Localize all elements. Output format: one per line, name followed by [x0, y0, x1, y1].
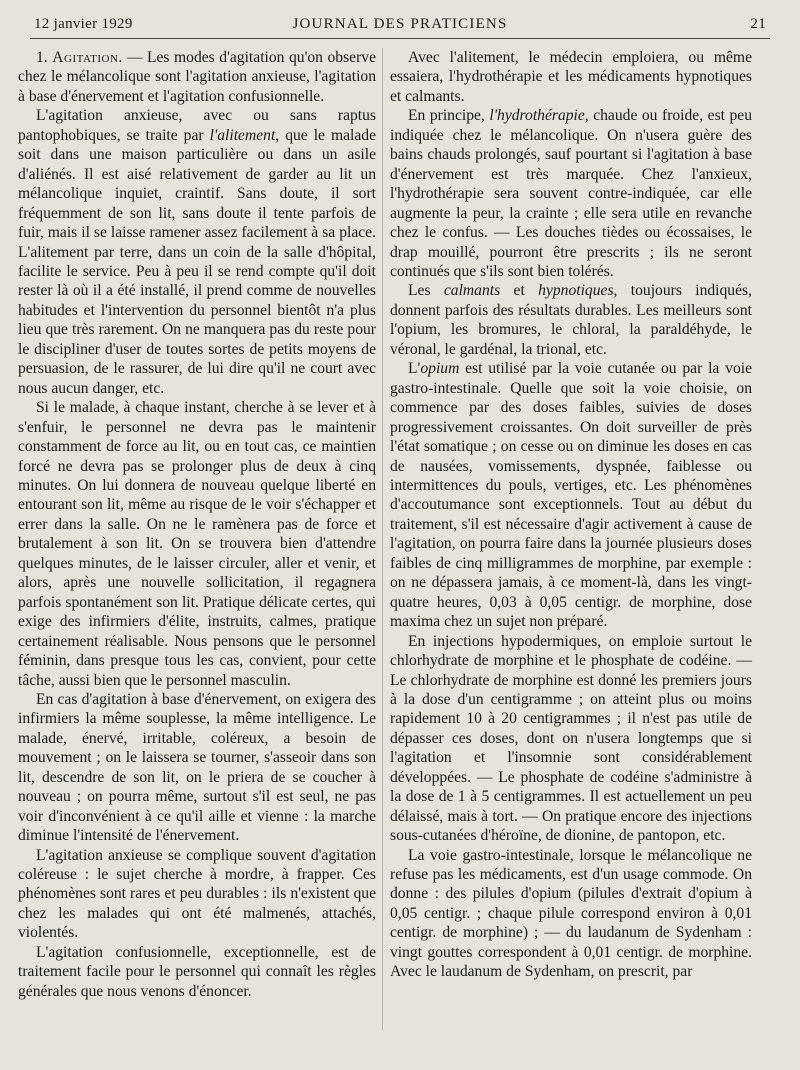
left-column — [18, 48, 376, 1001]
section-number: 1. — [36, 49, 53, 66]
paragraph: L'agitation anxieuse se complique souvent d'agitation coléreuse : le sujet cherche à mordre, à frapper. Ces phénomènes sont rares et peu durables : ils n'existent que chez les malades qui ont été malmenés, attachés, violentés. — [18, 846, 376, 942]
emphasis: calmants — [443, 282, 501, 300]
paragraph: La voie gastro-intestinale, lorsque le mélancolique ne refuse pas les médicaments, est d'un usage commode. On donne : des pilules d'opium (pilules d'extrait d'opium à 0,05 centigr. ; chaque pilule correspond environ à 0,01 centigr. de morphine) ; — du laudanum de Sydenham : vingt gouttes correspondent à 0,01 centigr. de morphine. Avec le laudanum de Sydenham, on prescrit, par — [390, 846, 752, 981]
column-divider — [382, 48, 383, 1030]
emphasis: l'hydrothérapie — [489, 107, 585, 125]
emphasis: l'alitement — [209, 126, 276, 144]
emphasis: hypnotiques — [538, 282, 614, 300]
section-heading: Agitation — [52, 49, 119, 66]
paragraph — [390, 281, 752, 359]
paragraph: L'agitation confusionnelle, exceptionnelle, est de traitement facile pour le personnel qui connaît les règles générales que nous venons d'énoncer. — [18, 943, 376, 1000]
paragraph: En injections hypodermiques, on emploie surtout le chlorhydrate de morphine et le phosphate de codéine. — Le chlorhydrate de morphine est donné les premiers jours à la dose d'un centigramme ; on atteint plus ou moins rapidement 10 à 20 centigrammes ; il n'est pas utile de dépasser ces doses, dont on n'usera longtemps que si l'agitation et l'insomnie sont considérablement développées. — Le phosphate de codéine s'administre à la dose de 1 à 5 centigrammes. Il est actuellement un peu délaissé, mais à tort. — On pratique encore des injections sous-cutanées d'héroïne, de dionine, de pantopon, etc. — [390, 632, 752, 845]
emphasis: opium — [420, 360, 460, 378]
issue-date: 12 janvier 1929 — [34, 16, 133, 32]
paragraph: Si le malade, à chaque instant, cherche à se lever et à s'enfuir, le personnel ne devra pas le maintenir constamment de force au lit, ou en tout cas, ce maintien forcé ne devra pas se prolonger plus de deux à cinq minutes. On lui donnera de nouveau quelque liberté en entourant son lit, même au risque de le voir s'échapper et errer dans la salle. On ne le ramènera pas de force et brutalement à son lit. On se trouvera bien d'attendre quelques minutes, de le laisser circuler, aller et venir, et alors, après une nouvelle sollicitation, il regagnera parfois spontanément son lit. Pratique délicate certes, qui exige des infirmiers d'élite, instruits, calmes, pratique certainement réalisable. Nous pensons que le personnel féminin, dans presque tous les cas, convient, pour cette tâche, aussi bien que le personnel masculin. — [18, 399, 376, 689]
paragraph — [18, 48, 376, 106]
running-header — [34, 14, 766, 40]
paragraph-text: et — [500, 282, 539, 300]
paragraph — [390, 359, 752, 631]
page-number: 21 — [750, 16, 766, 32]
right-column — [390, 48, 752, 982]
paragraph: En cas d'agitation à base d'énervement, on exigera des infirmiers la même souplesse, la même intelligence. Le malade, énervé, irritable, coléreux, a besoin de mouvement ; on le laissera se tourner, s'asseoir dans son lit, descendre de son lit, on le priera de se coucher à nouveau ; on pourra même, surtout s'il est seul, ne pas voir d'inconvénient à ce qu'il aille et vienne : la marche diminue l'intensité de l'énervement. — [18, 690, 376, 845]
paragraph-text: . — Les modes d'agitation qu'on observe chez le mélancolique sont l'agitation anxieuse, l'agitation à base d'énervement et l'agitation confusionnelle. — [18, 49, 376, 105]
paragraph-text: L' — [408, 360, 421, 378]
header-rule — [30, 38, 770, 39]
paragraph-text: est utilisé par la voie cutanée ou par la voie gastro-intestinale. Quelle que soit la voie choisie, on commence par des doses faibles, suivies de doses progressivement croissantes. On doit surveiller de près l'état somatique ; on cesse ou on diminue les doses en cas de nausées, vomissements, dyspnée, faiblesse ou intermittences du pouls, vertiges, etc. Les phénomènes d'accoutumance sont exceptionnels. Tout au début du traitement, s'il est nécessaire d'agir activement à cause de l'agitation, on pourra faire dans la journée plusieurs doses faibles de cinq milligrammes de morphine, par exemple : on ne dépassera jamais, à ce moment-là, dans les vingt-quatre heures, 0,03 à 0,05 centigr. de morphine, dose maxima chez un sujet non préparé. — [390, 360, 752, 631]
paragraph-text: , que le malade soit dans une maison particulière ou dans un asile d'aliénés. Il est aisé relativement de garder au lit un mélancolique inquiet, craintif. Sans doute, il sort fréquemment de son lit, sans doute il tente parfois de fuir, mais il se laisse ramener assez facilement à sa place. L'alitement par terre, dans un coin de la salle d'hôpital, facilite le service. Peu à peu il se rend compte qu'il doit rester là où il a été installé, il prend comme de nouvelles habitudes et l'intervention du personnel bientôt n'a plus lieu que très rarement. On ne manquera pas du reste pour le discipliner d'user de toutes sortes de petits moyens de persuasion, de le rassurer, de lui dire qu'il ne court avec nous aucun danger, etc. — [18, 126, 376, 397]
journal-title: JOURNAL DES PRATICIENS — [292, 16, 508, 32]
paragraph — [18, 106, 376, 398]
paragraph-text: , toujours indiqués, donnent parfois des résultats durables. Les meilleurs sont l'opium, les bromures, le chloral, la paraldéhyde, le véronal, le gardénal, la trional, etc. — [390, 282, 752, 358]
paragraph-text: , chaude ou froide, est peu indiquée chez le mélancolique. On n'usera guère des bains chauds prolongés, sauf pourtant si l'agitation à base d'énervement est très marquée. Chez l'anxieux, l'hydrothérapie sera souvent contre-indiquée, car elle augmente la peur, la crainte ; elle sera utile en revanche chez le confus. — Les douches tièdes ou écossaises, le drap mouillé, pourront être prescrits ; ils ne seront continués que s'ils sont bien tolérés. — [390, 107, 753, 280]
paragraph-text: L'agitation anxieuse, avec ou sans raptus pantophobiques, se traite par — [18, 107, 376, 144]
paragraph: Avec l'alitement, le médecin emploiera, ou même essaiera, l'hydrothérapie et les médicaments hypnotiques et calmants. — [390, 49, 752, 105]
paragraph-text: Les — [408, 282, 444, 300]
paragraph — [390, 106, 752, 281]
paragraph-text: En principe, — [408, 107, 490, 125]
